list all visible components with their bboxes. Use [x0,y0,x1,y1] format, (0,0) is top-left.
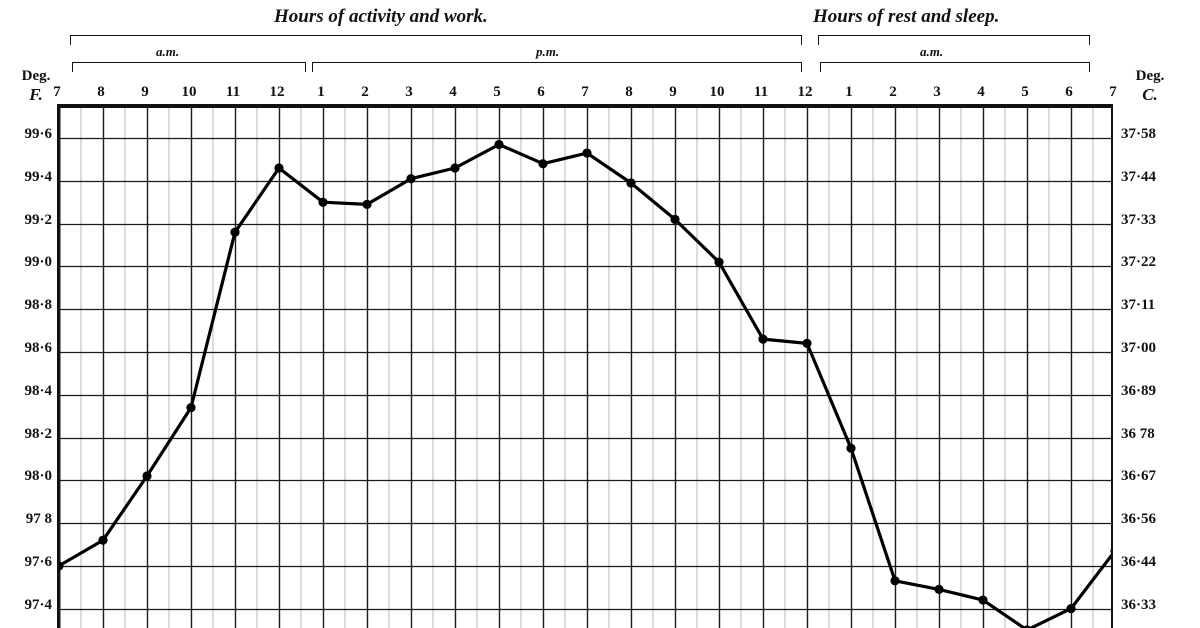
x-tick-label: 1 [317,84,325,100]
y-tick-label-f: 99·4 [24,168,52,185]
left-axis-caption-deg: Deg. [21,68,51,84]
x-tick-label: 5 [493,84,501,100]
y-tick-label-f: 97·4 [24,596,52,613]
brace-rest [818,35,1090,45]
x-tick-label: 4 [977,84,985,100]
y-tick-label-c: 36·33 [1121,596,1157,613]
label-am-morning: a.m. [156,44,180,59]
x-tick-label: 7 [581,84,589,100]
x-tick-label: 8 [625,84,633,100]
y-tick-label-c: 36·44 [1121,553,1157,570]
right-axis-caption-c: C. [1142,85,1158,105]
label-am-night: a.m. [920,44,944,59]
y-tick-label-c: 37·44 [1121,168,1157,185]
heading-rest: Hours of rest and sleep. [813,6,1000,27]
y-tick-label-f: 98·8 [24,297,52,314]
x-tick-label: 12 [797,84,813,100]
y-tick-label-f: 98·2 [24,425,52,442]
y-tick-label-c: 37·33 [1121,211,1157,228]
y-tick-label-f: 98·6 [24,339,52,356]
y-tick-label-c: 37·00 [1121,339,1157,356]
plot-svg [59,106,1111,628]
x-tick-label: 1 [845,84,853,100]
y-tick-label-c: 36·67 [1121,468,1157,485]
x-tick-label: 3 [933,84,941,100]
y-tick-label-f: 99·2 [24,211,52,228]
label-pm: p.m. [536,44,560,59]
y-tick-label-f: 97·6 [24,553,52,570]
left-axis-caption-f: F. [29,85,43,105]
y-tick-label-c: 37·58 [1121,126,1157,143]
x-tick-label: 12 [269,84,285,100]
y-tick-label-f: 99·0 [24,254,52,271]
x-tick-label: 11 [225,84,241,100]
x-tick-label: 8 [97,84,105,100]
x-tick-label: 3 [405,84,413,100]
x-tick-label: 10 [709,84,725,100]
x-tick-label: 2 [361,84,369,100]
y-tick-label-f: 97 8 [25,511,52,528]
x-tick-label: 7 [53,84,61,100]
y-tick-label-c: 37·22 [1121,254,1157,271]
x-tick-label: 9 [141,84,149,100]
x-tick-label: 6 [1065,84,1073,100]
x-tick-label: 9 [669,84,677,100]
y-tick-label-f: 98·4 [24,382,52,399]
brace-activity [70,35,802,45]
x-tick-label: 7 [1109,84,1117,100]
x-tick-label: 4 [449,84,457,100]
y-tick-label-f: 99·6 [24,126,52,143]
heading-activity: Hours of activity and work. [274,6,488,27]
x-tick-label: 10 [181,84,197,100]
y-tick-label-f: 98·0 [24,468,52,485]
brace-pm [312,62,802,72]
right-axis-caption [1124,68,1176,105]
brace-am-night [820,62,1090,72]
y-tick-label-c: 36 78 [1121,425,1155,442]
y-tick-label-c: 36·89 [1121,382,1157,399]
x-tick-label: 11 [753,84,769,100]
x-tick-label: 2 [889,84,897,100]
y-tick-label-c: 36·56 [1121,511,1157,528]
y-tick-label-c: 37·11 [1121,297,1156,314]
plot-area [57,104,1113,628]
brace-am-morning [72,62,306,72]
x-tick-label: 6 [537,84,545,100]
x-tick-label: 5 [1021,84,1029,100]
right-axis-caption-deg: Deg. [1135,68,1165,84]
